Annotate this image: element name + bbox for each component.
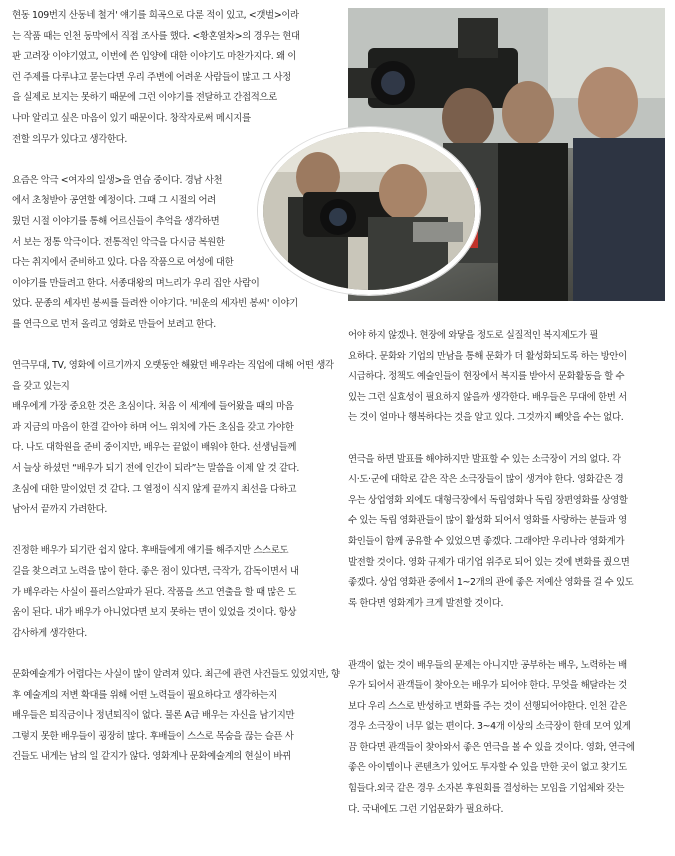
right-column-line: 좋겠다. 상업 영화관 중에서 1~2개의 관에 좋은 저예산 영화를 걸 수 있도 [348, 577, 634, 589]
left-column-line: 요즘은 악극 <여자의 일생>을 연습 중이다. 경남 사천 [12, 174, 223, 186]
left-column-line: 판 고려장 이야기였고, 이번에 쓴 입양에 대한 이야기도 마찬가지다. 왜 이 [12, 51, 297, 63]
left-column-line: 가 배우라는 사실이 플러스알파가 된다. 작품을 쓰고 연출을 할 때 많은 도 [12, 586, 297, 598]
right-column-line: 보다 우리 스스로 반성하고 변화를 주는 것이 선행되어야한다. 인천 같은 [348, 700, 627, 712]
right-column-line: 시·도·군에 대학로 같은 작은 소극장들이 많이 생겨야 한다. 영화같은 경 [348, 474, 624, 486]
left-column-line: 현동 109번지 산동네 철거' 얘기를 희곡으로 다룬 적이 있고, <갯벌>이라 [12, 10, 299, 21]
right-column-line: 우가 되어서 관객들이 찾아오는 배우가 되어야 한다. 무엇을 해달라는 것 [348, 680, 627, 692]
right-text-column [348, 326, 665, 820]
left-text-column [12, 6, 340, 768]
left-column-line: 다. 나도 대학원을 준비 중이지만, 배우는 끝없이 배워야 한다. 선생님들께 [12, 442, 297, 454]
paragraph-gap [12, 644, 330, 665]
paragraph-gap [12, 336, 330, 357]
right-column-line: 발전할 것이다. 영화 규제가 대기업 위주로 되어 있는 것에 변화를 줬으면 [348, 556, 630, 568]
paragraph-gap [12, 521, 330, 542]
left-column-line: 연극무대, TV, 영화에 이르기까지 오랫동안 해왔던 배우라는 직업에 대해 어떤 생각 [12, 360, 334, 372]
left-column-line: 과 지금의 마음이 한결 같아야 하며 어느 위치에 가든 초심을 갖고 가야한 [12, 421, 294, 433]
left-column-line: 를 연극으로 먼저 올리고 영화로 만들어 보려고 한다. [12, 318, 216, 330]
right-column-line: 록 한다면 영화계가 크게 발전할 것이다. [348, 597, 504, 609]
paragraph-gap [348, 614, 665, 635]
paragraph-gap [348, 635, 665, 656]
right-column-line: 있는 그런 실효성이 필요하지 않을까 생각한다. 배우들은 무대에 한번 서 [348, 391, 627, 403]
right-column-line: 화인들이 함께 공유할 수 있었으면 좋겠다. 그래야만 우리나라 영화계가 [348, 535, 625, 547]
left-column-line: 서 보는 정통 악극이다. 전통적인 악극을 다시금 복원한 [12, 236, 225, 248]
left-column-line: 전할 의무가 있다고 생각한다. [12, 133, 127, 145]
paragraph-gap [348, 429, 665, 450]
left-column-line: 건들도 내게는 남의 일 같지가 않다. 영화계나 문화예술계의 현실이 바뀌 [12, 751, 291, 763]
right-column-line: 끔 한다면 관객들이 찾아와서 좋은 연극을 볼 수 있을 것이다. 영화, 연극에 [348, 741, 635, 753]
right-column-line: 어야 하지 않겠나. 현장에 와닿을 정도로 실질적인 복지제도가 필 [348, 330, 599, 341]
right-column-line: 는 것이 얼마나 행복하다는 것을 알고 있다. 그것까지 빼앗을 수는 없다. [348, 412, 624, 424]
left-column-line: 웠던 시절 이야기를 통해 어르신들이 추억을 생각하면 [12, 215, 220, 227]
right-column-line: 힘들다.외국 같은 경우 소자본 후원회를 결성하는 모임을 기업체와 갖는 [348, 783, 625, 795]
left-column-line: 문화예술계가 어렵다는 사실이 많이 알려져 있다. 최근에 관련 사건들도 있었지만, 향 [12, 669, 340, 680]
right-column-line: 수 있는 독립 영화관들이 많이 활성화 되어서 영화를 사랑하는 분들과 영 [348, 515, 627, 527]
left-column-line: 이야기를 만들려고 한다. 서종대왕의 며느리가 우리 집안 사람이 [12, 277, 260, 289]
left-column-line: 후 예술계의 저변 확대를 위해 어떤 노력들이 필요하다고 생각하는지 [12, 689, 277, 701]
right-column-line: 경우 소극장이 너무 없는 편이다. 3~4개 이상의 소극장이 한데 모여 있게 [348, 721, 631, 733]
left-column-line: 남아서 끝까지 가려한다. [12, 504, 107, 516]
left-column-line: 는 작품 때는 인천 동막에서 직접 조사를 했다. <황혼열차>의 경우는 현대 [12, 30, 300, 42]
left-column-line: 배우에게 가장 중요한 것은 초심이다. 처음 이 세계에 들어왔을 때의 마음 [12, 401, 294, 413]
left-column-line: 을 갖고 있는지 [12, 380, 70, 392]
left-column-line: 배우들은 퇴직금이나 정년퇴직이 없다. 물론 A급 배우는 자신을 남기지만 [12, 710, 295, 722]
camera-operator-inset-photo [258, 127, 480, 295]
left-column-line: 움이 된다. 내가 배우가 아니었다면 보지 못하는 면이 있었을 것이다. 항상 [12, 607, 297, 619]
left-column-line: 서 늘상 하셨던 “배우가 되기 전에 인간이 되라”는 말씀을 이제 알 것 같다. [12, 463, 299, 475]
right-column-line: 연극을 하면 발표를 해야하지만 발표할 수 있는 소극장이 거의 없다. 각 [348, 453, 621, 465]
left-column-line: 었다. 문종의 세자빈 봉씨를 들려싼 이야기다. '비운의 세자빈 봉씨' 이야기 [12, 298, 298, 310]
left-column-line: 런 주제를 다루냐고 묻는다면 우리 주변에 어려운 사람들이 많고 그 사정 [12, 71, 291, 83]
left-column-line: 초심에 대한 말이었던 것 같다. 그 열정이 식지 않게 끝까지 최선을 다하고 [12, 483, 297, 495]
left-column-line: 감사하게 생각한다. [12, 627, 87, 639]
left-column-line: 에서 초청받아 공연할 예정이다. 그때 그 시절의 어려 [12, 195, 216, 207]
right-column-line: 요하다. 문화와 기업의 만남을 통해 문화가 더 활성화되도록 하는 방안이 [348, 350, 627, 362]
left-column-line: 나마 알리고 싶은 마음이 있기 때문이다. 창작자로써 메시지를 [12, 112, 251, 124]
right-column-line: 다. 국내에도 그런 기업문화가 필요하다. [348, 803, 504, 815]
left-column-line: 길을 찾으려고 노력을 많이 한다. 좋은 점이 있다면, 극작가, 감독이면서 내 [12, 566, 299, 578]
left-column-line: 을 실제로 보지는 못하기 때문에 그런 이야기를 전달하고 간접적으로 [12, 92, 277, 104]
right-column-line: 좋은 아이템이나 콘텐츠가 있어도 투자할 수 있을 만한 곳이 없고 찾기도 [348, 762, 627, 774]
left-column-line: 그렇지 못한 배우들이 굉장히 많다. 후배들이 스스로 목숨을 끊는 슬픈 사 [12, 730, 294, 742]
camera-operator-illustration [263, 132, 475, 290]
left-column-line: 진정한 배우가 되기란 쉽지 않다. 후배들에게 얘기를 해주지만 스스로도 [12, 545, 289, 557]
left-column-line: 다는 취지에서 준비하고 있다. 다음 작품으로 여성에 대한 [12, 257, 234, 269]
right-column-line: 시급하다. 정책도 예술인들이 현장에서 복지를 받아서 문화활동을 할 수 [348, 371, 625, 383]
right-column-line: 관객이 없는 것이 배우들의 문제는 아니지만 공부하는 배우, 노력하는 배 [348, 659, 627, 671]
right-column-line: 우는 상업영화 외에도 대형극장에서 독립영화나 독립 장편영화를 상영할 [348, 494, 628, 506]
